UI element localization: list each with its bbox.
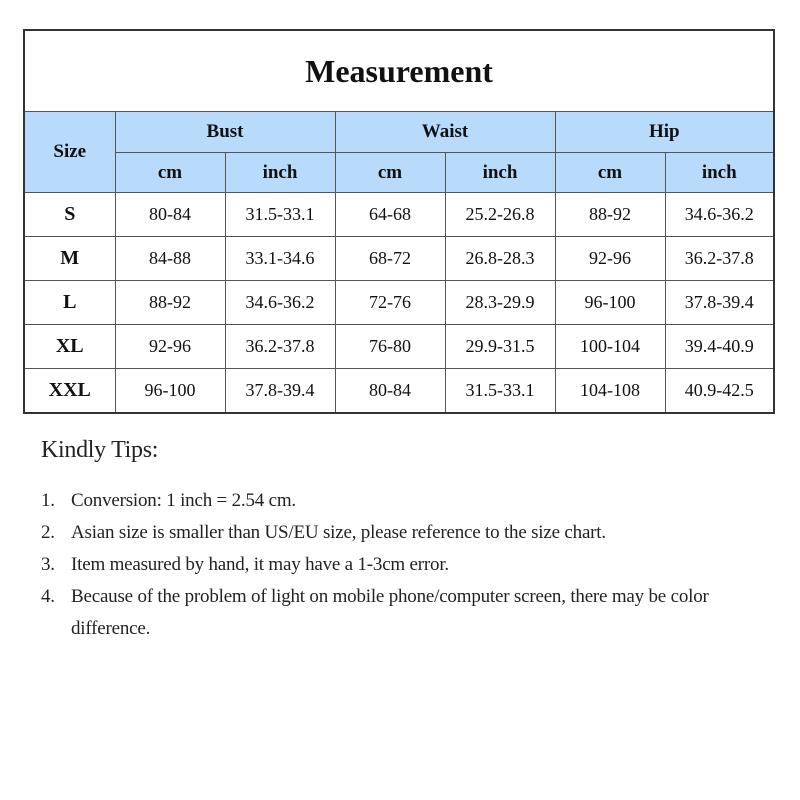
measurement-cell: 80-84: [115, 193, 225, 237]
measurement-cell: 25.2-26.8: [445, 193, 555, 237]
table-row: [24, 193, 774, 237]
measurement-cell: 72-76: [335, 281, 445, 325]
tip-number: 4.: [41, 586, 55, 607]
measurement-cell: 29.9-31.5: [445, 325, 555, 369]
measurement-cell: 100-104: [555, 325, 665, 369]
unit-header-cell: inch: [225, 153, 335, 193]
tip-item: [41, 517, 761, 549]
waist-group-header: Waist: [335, 112, 555, 153]
table-row: [24, 369, 774, 414]
hip-group-header: Hip: [555, 112, 774, 153]
measurement-cell: 76-80: [335, 325, 445, 369]
measurement-cell: 92-96: [555, 237, 665, 281]
size-label-cell: XXL: [24, 369, 115, 414]
tips-list: [41, 485, 761, 645]
tip-number: 1.: [41, 490, 55, 511]
measurement-cell: 36.2-37.8: [665, 237, 774, 281]
measurement-cell: 88-92: [555, 193, 665, 237]
unit-header-row: [24, 153, 774, 193]
measurement-cell: 28.3-29.9: [445, 281, 555, 325]
size-column-header: Size: [24, 112, 115, 193]
tip-text: Asian size is smaller than US/EU size, please reference to the size chart.: [71, 522, 606, 543]
measurement-cell: 96-100: [555, 281, 665, 325]
measurement-cell: 26.8-28.3: [445, 237, 555, 281]
measurement-cell: 40.9-42.5: [665, 369, 774, 414]
table-body: [24, 193, 774, 414]
measurement-cell: 31.5-33.1: [445, 369, 555, 414]
table-row: [24, 237, 774, 281]
measurement-cell: 92-96: [115, 325, 225, 369]
size-label-cell: XL: [24, 325, 115, 369]
tip-item: [41, 485, 761, 517]
measurement-cell: 68-72: [335, 237, 445, 281]
tip-text: Item measured by hand, it may have a 1-3cm error.: [71, 554, 449, 575]
measurement-cell: 88-92: [115, 281, 225, 325]
measurement-cell: 39.4-40.9: [665, 325, 774, 369]
unit-header-cell: inch: [445, 153, 555, 193]
size-label-cell: L: [24, 281, 115, 325]
tip-number: 2.: [41, 522, 55, 543]
table-row: [24, 281, 774, 325]
unit-header-cell: cm: [335, 153, 445, 193]
tip-text: Because of the problem of light on mobile phone/computer screen, there may be color difference.: [71, 586, 709, 639]
tip-number: 3.: [41, 554, 55, 575]
unit-header-cell: cm: [555, 153, 665, 193]
measurement-cell: 64-68: [335, 193, 445, 237]
tip-text: Conversion: 1 inch = 2.54 cm.: [71, 490, 296, 511]
bust-group-header: Bust: [115, 112, 335, 153]
tips-title: Kindly Tips:: [41, 437, 159, 463]
measurement-cell: 34.6-36.2: [225, 281, 335, 325]
measurement-cell: 84-88: [115, 237, 225, 281]
table-row: [24, 325, 774, 369]
tip-item: [41, 581, 761, 645]
measurement-cell: 37.8-39.4: [225, 369, 335, 414]
kindly-tips-section: [41, 437, 761, 645]
unit-header-cell: inch: [665, 153, 774, 193]
measurement-cell: 96-100: [115, 369, 225, 414]
size-label-cell: M: [24, 237, 115, 281]
measurement-cell: 34.6-36.2: [665, 193, 774, 237]
measurement-cell: 33.1-34.6: [225, 237, 335, 281]
size-chart-table: [23, 29, 775, 414]
tip-item: [41, 549, 761, 581]
table-title: Measurement: [24, 30, 774, 112]
measurement-cell: 37.8-39.4: [665, 281, 774, 325]
measurement-cell: 36.2-37.8: [225, 325, 335, 369]
size-label-cell: S: [24, 193, 115, 237]
measurement-cell: 104-108: [555, 369, 665, 414]
measurement-cell: 31.5-33.1: [225, 193, 335, 237]
unit-header-cell: cm: [115, 153, 225, 193]
measurement-cell: 80-84: [335, 369, 445, 414]
